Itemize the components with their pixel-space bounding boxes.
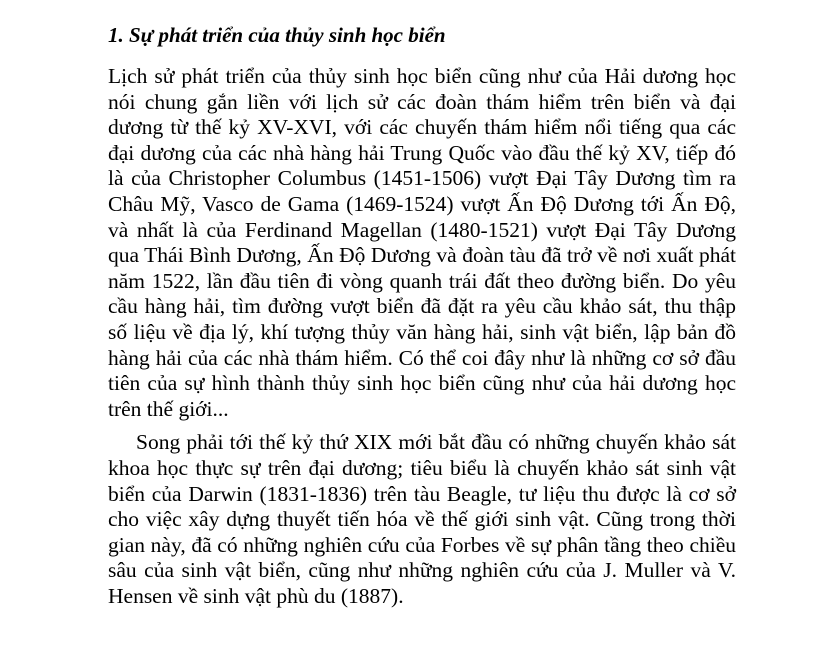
section-heading: 1. Sự phát triển của thủy sinh học biển <box>108 23 446 47</box>
paragraph-2: Song phải tới thế kỷ thứ XIX mới bắt đầu có những chuyến khảo sát khoa học thực sự trên đại dương; tiêu biểu là chuyến khảo sát sinh vật biển của Darwin (1831-1836) trên tàu Beagle, tư liệu thu được là cơ sở cho việc xây dựng thuyết tiến hóa về thế giới sinh vật. Cũng trong thời gian này, đã có những nghiên cứu của Forbes về sự phân tầng theo chiều sâu của sinh vật biển, cũng như những nghiên cứu của J. Muller và V. Hensen về sinh vật phù du (1887). <box>108 430 736 608</box>
document-page <box>108 22 736 609</box>
paragraph-1: Lịch sử phát triển của thủy sinh học biển cũng như của Hải dương học nói chung gắn liền với lịch sử các đoàn thám hiểm trên biển và đại dương từ thế kỷ XV-XVI, với các chuyến thám hiểm nổi tiếng qua các đại dương của các nhà hàng hải Trung Quốc vào đầu thế kỷ XV, tiếp đó là của Christopher Columbus (1451-1506) vượt Đại Tây Dương tìm ra Châu Mỹ, Vasco de Gama (1469-1524) vượt Ấn Độ Dương tới Ấn Độ, và nhất là của Ferdinand Magellan (1480-1521) vượt Đại Tây Dương qua Thái Bình Dương, Ấn Độ Dương và đoàn tàu đã trở về nơi xuất phát năm 1522, lần đầu tiên đi vòng quanh trái đất theo đường biển. Do yêu cầu hàng hải, tìm đường vượt biển đã đặt ra yêu cầu khảo sát, thu thập số liệu về địa lý, khí tượng thủy văn hàng hải, sinh vật biển, lập bản đồ hàng hải của các nhà thám hiểm. Có thể coi đây như là những cơ sở đầu tiên của sự hình thành thủy sinh học biển cũng như của hải dương học trên thế giới... <box>108 64 736 421</box>
